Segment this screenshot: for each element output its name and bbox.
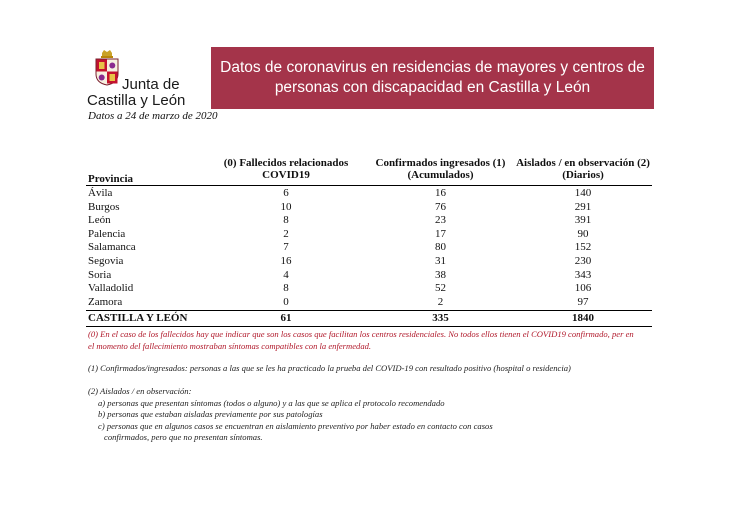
cell-aislados: 291 [574, 200, 592, 213]
banner-title-line1: Datos de coronavirus en residencias de mayores y centros de [220, 59, 645, 76]
note-aislados-b: b) personas que estaban aisladas previamente por sus patologías [98, 409, 323, 419]
header-aislados-line2: (Diarios) [562, 169, 604, 181]
note-aislados-title: (2) Aislados / en observación: [88, 386, 192, 396]
cell-aislados: 140 [574, 187, 592, 199]
table-row [86, 255, 652, 269]
cell-aislados: 152 [574, 241, 592, 254]
note-confirmados-text: (1) Confirmados/ingresados: personas a las que se les ha practicado la prueba del COVID-19 con resultado positivo (hospital o residencia) [88, 363, 571, 373]
header-fallecidos [221, 157, 351, 181]
cell-aislados: 90 [577, 227, 589, 240]
cell-aislados: 230 [574, 254, 592, 267]
cell-fallecidos: 2 [283, 227, 289, 240]
cell-provincia: Zamora [88, 295, 123, 308]
cell-confirmados: 17 [435, 227, 446, 240]
header-confirmados [368, 157, 513, 181]
header-confirmados-line2: (Acumulados) [407, 169, 474, 181]
total-fallecidos: 61 [280, 312, 292, 324]
header-provincia: Provincia [88, 173, 134, 185]
total-confirmados: 335 [432, 312, 449, 324]
table-body [86, 187, 652, 309]
cell-fallecidos: 10 [280, 200, 292, 213]
coat-of-arms-icon [94, 50, 120, 86]
cell-provincia: Palencia [88, 227, 126, 240]
cell-confirmados: 2 [437, 295, 444, 308]
table-row [86, 241, 652, 255]
title-banner [211, 47, 654, 109]
table-row [86, 269, 652, 283]
cell-fallecidos: 0 [283, 295, 289, 308]
cell-confirmados: 76 [435, 200, 446, 213]
header-fallecidos-line2: COVID19 [262, 169, 310, 181]
cell-confirmados: 38 [435, 268, 446, 281]
cell-fallecidos: 7 [283, 241, 289, 254]
cell-fallecidos: 8 [283, 214, 289, 227]
total-label: CASTILLA Y LEÓN [88, 312, 188, 324]
logo-text-line2: Castilla y León [87, 92, 186, 109]
note-aislados-a: a) personas que presentan síntomas (todos o alguno) y a las que se aplica el protocolo recomendado [98, 397, 445, 408]
note-aislados [88, 386, 658, 444]
data-date: Datos a 24 de marzo de 2020 [88, 110, 218, 122]
cell-fallecidos: 4 [283, 268, 289, 281]
cell-aislados: 97 [577, 295, 589, 308]
cell-aislados: 106 [574, 282, 592, 295]
table-header [86, 157, 652, 185]
cell-fallecidos: 6 [283, 187, 289, 199]
cell-confirmados: 23 [435, 214, 446, 227]
cell-fallecidos: 16 [280, 254, 292, 267]
cell-fallecidos: 8 [283, 282, 289, 295]
banner-title-line2: personas con discapacidad en Castilla y León [274, 79, 591, 96]
cell-provincia: Ávila [88, 187, 113, 199]
data-table [86, 157, 652, 324]
total-divider-top [86, 310, 652, 311]
note-fallecidos-line2: el momento del fallecimiento mostraban síntomas compatibles con la enfermedad. [88, 340, 372, 351]
cell-confirmados: 31 [435, 254, 446, 267]
table-row [86, 228, 652, 242]
header-fallecidos-line1: (0) Fallecidos relacionados [223, 157, 349, 169]
table-row [86, 296, 652, 310]
note-aislados-c1: c) personas que en algunos casos se encuentran en aislamiento preventivo por haber estado en contacto con casos [98, 420, 493, 431]
logo-text-line1: Junta de [122, 76, 180, 93]
cell-confirmados: 16 [435, 187, 446, 199]
cell-provincia: Soria [88, 268, 112, 281]
cell-provincia: Salamanca [88, 241, 136, 254]
total-aislados: 1840 [572, 312, 594, 324]
note-fallecidos-line1: (0) En el caso de los fallecidos hay que indicar que son los casos que facilitan los centros residenciales. No todos ellos tienen el COVID19 confirmado, per en [88, 329, 634, 339]
cell-provincia: León [88, 214, 111, 227]
header-aislados-line1: Aislados / en observación (2) [516, 157, 650, 169]
cell-provincia: Segovia [88, 254, 124, 267]
note-confirmados [88, 363, 658, 375]
cell-confirmados: 80 [435, 241, 446, 254]
table-row [86, 187, 652, 201]
total-row [86, 312, 652, 325]
cell-provincia: Valladolid [88, 282, 134, 295]
cell-aislados: 343 [574, 268, 592, 281]
header-aislados [514, 157, 652, 181]
total-divider-bottom [86, 326, 652, 327]
note-fallecidos [88, 329, 658, 352]
header-divider [86, 185, 652, 186]
header-confirmados-line1: Confirmados ingresados (1) [375, 157, 506, 169]
note-aislados-c2: confirmados, pero que no presentan síntomas. [104, 432, 263, 442]
table-row [86, 201, 652, 215]
cell-provincia: Burgos [88, 200, 120, 213]
table-row [86, 214, 652, 228]
cell-aislados: 391 [574, 214, 592, 227]
cell-confirmados: 52 [435, 282, 446, 295]
table-row [86, 282, 652, 296]
